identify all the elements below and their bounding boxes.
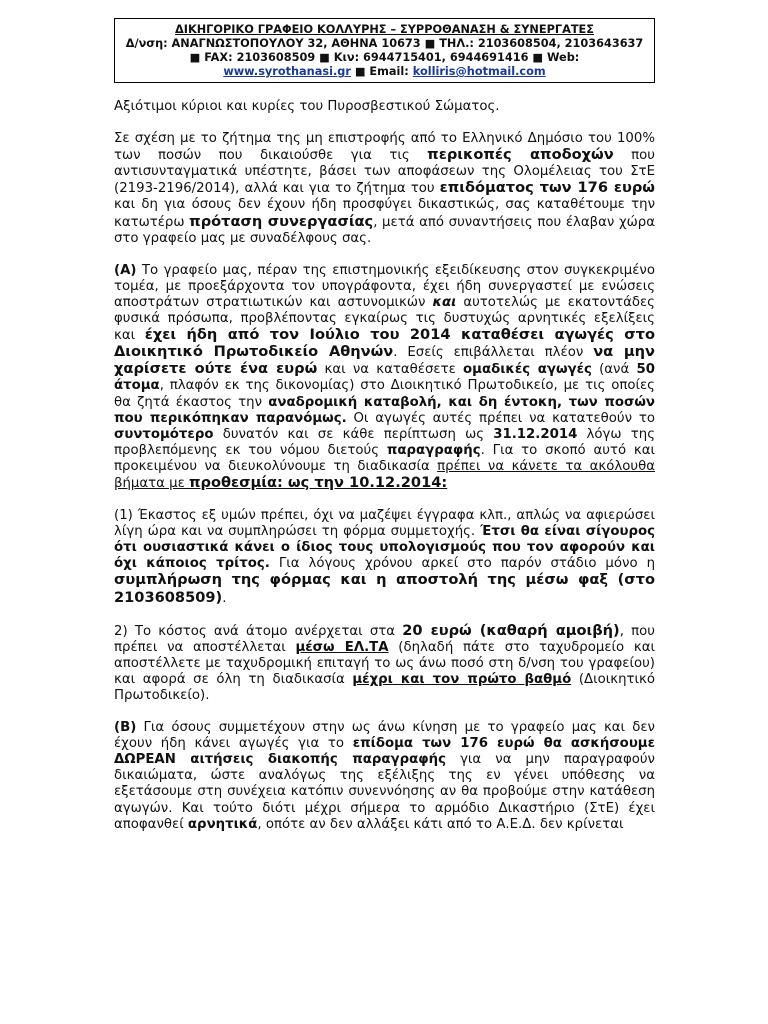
email-link[interactable]: kolliris@hotmail.com xyxy=(412,65,546,78)
greeting: Αξιότιμοι κύριοι και κυρίες του Πυροσβεστικού Σώματος. xyxy=(114,99,500,114)
email-label: ■ Email: xyxy=(350,65,413,78)
document-page xyxy=(114,18,655,849)
letter-body xyxy=(114,99,655,833)
section-b-paragraph: (Β) Για όσους συμμετέχουν στην ως άνω κίνηση με το γραφείο μας και δεν έχουν ήδη κάνει αγωγές για το επίδομα των 176 ευρώ θα ασκήσουμε ΔΩΡΕΑΝ αιτήσεις διακοπής παραγραφής για να μην παραγραφούν δικαιώματα, ώστε αναλόγως της εξέλιξης της εν γένει υπόθεσης να εξετάσουμε στη συνέχεια κατόπιν συνεννόησης αν θα προβούμε στην κατάθεση αγωγών. Και τούτο διότι μέχρι σήμερα το αρμόδιο Δικαστήριο (ΣτΕ) έχει αποφανθεί αρνητικά, οπότε αν δεν αλλάξει κάτι από το Α.Ε.Δ. δεν κρίνεται xyxy=(114,720,655,832)
firm-name: ΔΙΚΗΓΟΡΙΚΟ ΓΡΑΦΕΙΟ ΚΟΛΛΥΡΗΣ – ΣΥΡΡΟΘΑΝΑΣΗ & ΣΥΝΕΡΓΑΤΕΣ xyxy=(175,23,594,36)
letterhead xyxy=(114,18,655,83)
section-a-paragraph: (Α) Το γραφείο μας, πέραν της επιστημονικής εξειδίκευσης στον συγκεκριμένο τομέα, με προεξάρχοντα τον υπογράφοντα, έχει ήδη συνεργαστεί με ενώσεις αποστράτων στρατιωτικών και αστυνομικών και αυτοτελώς με εκατοντάδες φυσικά πρόσωπα, προβλέποντας εγκαίρως τις δυστυχώς αρνητικές εξελίξεις και έχει ήδη από τον Ιούλιο του 2014 καταθέσει αγωγές στο Διοικητικό Πρωτοδικείο Αθηνών. Εσείς επιβάλλεται πλέον να μην χαρίσετε ούτε ένα ευρώ και να καταθέσετε ομαδικές αγωγές (ανά 50 άτομα, πλαφόν εκ της δικονομίας) στο Διοικητικό Πρωτοδικείο, με τις οποίες θα ζητά έκαστος την αναδρομική καταβολή, και δη έντοκη, των ποσών που περικόπηκαν παρανόμως. Οι αγωγές αυτές πρέπει να κατατεθούν το συντομότερο δυνατόν και σε κάθε περίπτωση ως 31.12.2014 λόγω της προβλεπόμενης εκ του νόμου διετούς παραγραφής. Για το σκοπό αυτό και προκειμένου να διευκολύνουμε τη διαδικασία πρέπει να κάνετε τα ακόλουθα βήματα με προθεσμία: ως την 10.12.2014: xyxy=(114,262,656,491)
step-2-paragraph: 2) Το κόστος ανά άτομο ανέρχεται στα 20 ευρώ (καθαρή αμοιβή), που πρέπει να αποστέλλεται μέσω ΕΛ.ΤΑ (δηλαδή πάτε στο ταχυδρομείο και αποστέλλετε με ταχυδρομική επιταγή το ως άνω ποσό στη δ/νση του γραφείου) και αφορά σε όλη τη διαδικασία μέχρι και τον πρώτο βαθμό (Διοικητικό Πρωτοδικείο). xyxy=(114,621,656,703)
firm-contacts: ■ FAX: 2103608509 ■ Κιν: 6944715401, 6944691416 ■ Web: xyxy=(189,51,580,64)
firm-address: Δ/νση: ΑΝΑΓΝΩΣΤΟΠΟΥΛΟΥ 32, ΑΘΗΝΑ 10673 ■ ΤΗΛ.: 2103608504, 2103643637 xyxy=(125,37,644,50)
website-link[interactable]: www.syrothanasi.gr xyxy=(223,65,351,78)
intro-paragraph: Σε σχέση με το ζήτημα της μη επιστροφής από το Ελληνικό Δημόσιο του 100% των ποσών που δικαιούσθε για τις περικοπές αποδοχών που αντισυνταγματικά υπέστητε, βάσει των αποφάσεων της Ολομέλειας του ΣτΕ (2193-2196/2014), αλλά και για το ζήτημα του επιδόματος των 176 ευρώ και δη για όσους δεν έχουν ήδη προσφύγει δικαστικώς, σας καταθέτουμε την κατωτέρω πρόταση συνεργασίας, μετά από συναντήσεις που έλαβαν χώρα στο γραφείο μας με συναδέλφους σας. xyxy=(114,131,655,246)
step-1-paragraph: (1) Έκαστος εξ υμών πρέπει, όχι να μαζέψει έγγραφα κλπ., απλώς να αφιερώσει λίγη ώρα και να συμπληρώσει τη φόρμα συμμετοχής. Έτσι θα είναι σίγουρος ότι ουσιαστικά κάνει ο ίδιος τους υπολογισμούς που τον αφορούν και όχι κάποιος τρίτος. Για λόγους χρόνου αρκεί στο παρόν στάδιο μόνο η συμπλήρωση της φόρμας και η αποστολή της μέσω φαξ (στο 2103608509). xyxy=(114,508,656,606)
firm-web-email xyxy=(119,65,650,79)
